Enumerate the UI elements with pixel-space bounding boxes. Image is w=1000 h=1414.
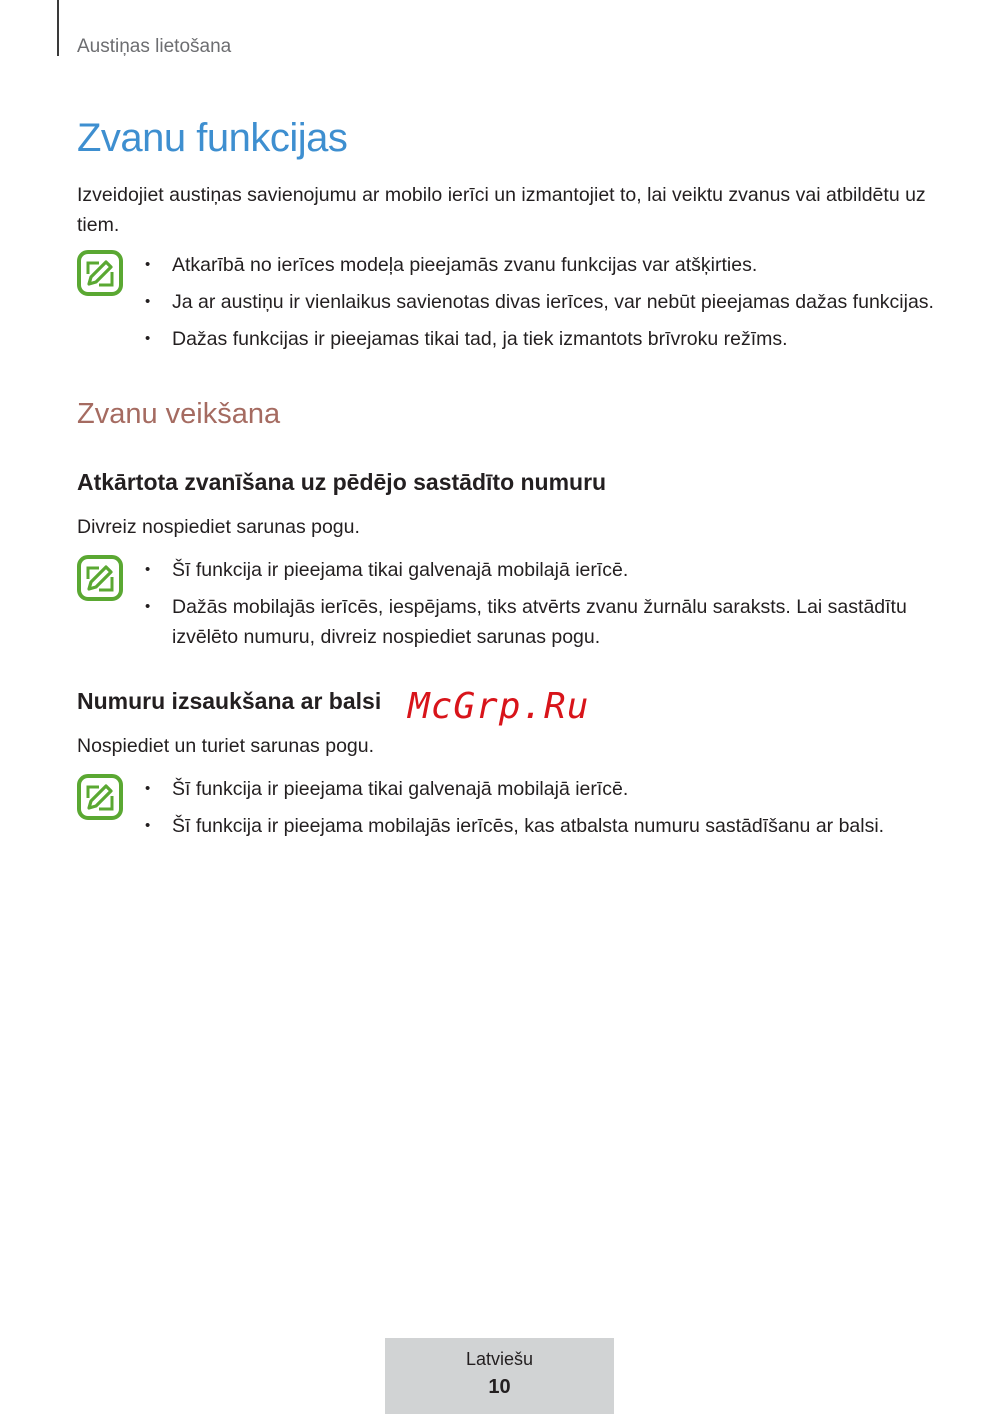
header-rule <box>57 0 59 56</box>
header-section-title: Austiņas lietošana <box>77 36 232 57</box>
note-pencil-icon <box>77 774 123 820</box>
voice-dial-title: Numuru izsaukšana ar balsi <box>77 688 382 714</box>
page-title: Zvanu funkcijas <box>77 116 348 160</box>
voice-dial-text: Nospiediet un turiet sarunas pogu. <box>77 735 375 757</box>
page-number: 10 <box>488 1376 511 1398</box>
list-item: • Atkarībā no ierīces modeļa pieejamās zvanu funkcijas var atšķirties. <box>172 250 937 280</box>
watermark: McGrp.Ru <box>408 686 590 727</box>
note-block-1 <box>77 250 937 361</box>
note-list-2 <box>77 555 937 652</box>
note-block-2 <box>77 555 937 659</box>
section-title: Zvanu veikšana <box>77 398 281 430</box>
redial-title: Atkārtota zvanīšana uz pēdējo sastādīto numuru <box>77 469 607 495</box>
footer <box>385 1338 614 1414</box>
note-pencil-icon <box>77 250 123 296</box>
list-item: • Dažas funkcijas ir pieejamas tikai tad, ja tiek izmantots brīvroku režīms. <box>172 324 937 354</box>
list-item: • Šī funkcija ir pieejama tikai galvenajā mobilajā ierīcē. <box>172 555 937 585</box>
list-item: • Šī funkcija ir pieejama tikai galvenajā mobilajā ierīcē. <box>172 774 937 804</box>
note-list-1 <box>77 250 937 354</box>
note-block-3 <box>77 774 937 848</box>
list-item: • Dažās mobilajās ierīcēs, iespējams, tiks atvērts zvanu žurnālu saraksts. Lai sastādītu izvēlēto numuru, divreiz nospiediet sarunas pogu. <box>172 592 937 652</box>
note-list-3 <box>77 774 937 841</box>
footer-language: Latviešu <box>465 1349 534 1369</box>
list-item: • Ja ar austiņu ir vienlaikus savienotas divas ierīces, var nebūt pieejamas dažas funkcijas. <box>172 287 937 317</box>
redial-text: Divreiz nospiediet sarunas pogu. <box>77 516 360 538</box>
list-item: • Šī funkcija ir pieejama mobilajās ierīcēs, kas atbalsta numuru sastādīšanu ar balsi. <box>172 811 937 841</box>
note-pencil-icon <box>77 555 123 601</box>
intro-paragraph: Izveidojiet austiņas savienojumu ar mobilo ierīci un izmantojiet to, lai veiktu zvanus vai atbildētu uz tiem. <box>77 184 926 236</box>
